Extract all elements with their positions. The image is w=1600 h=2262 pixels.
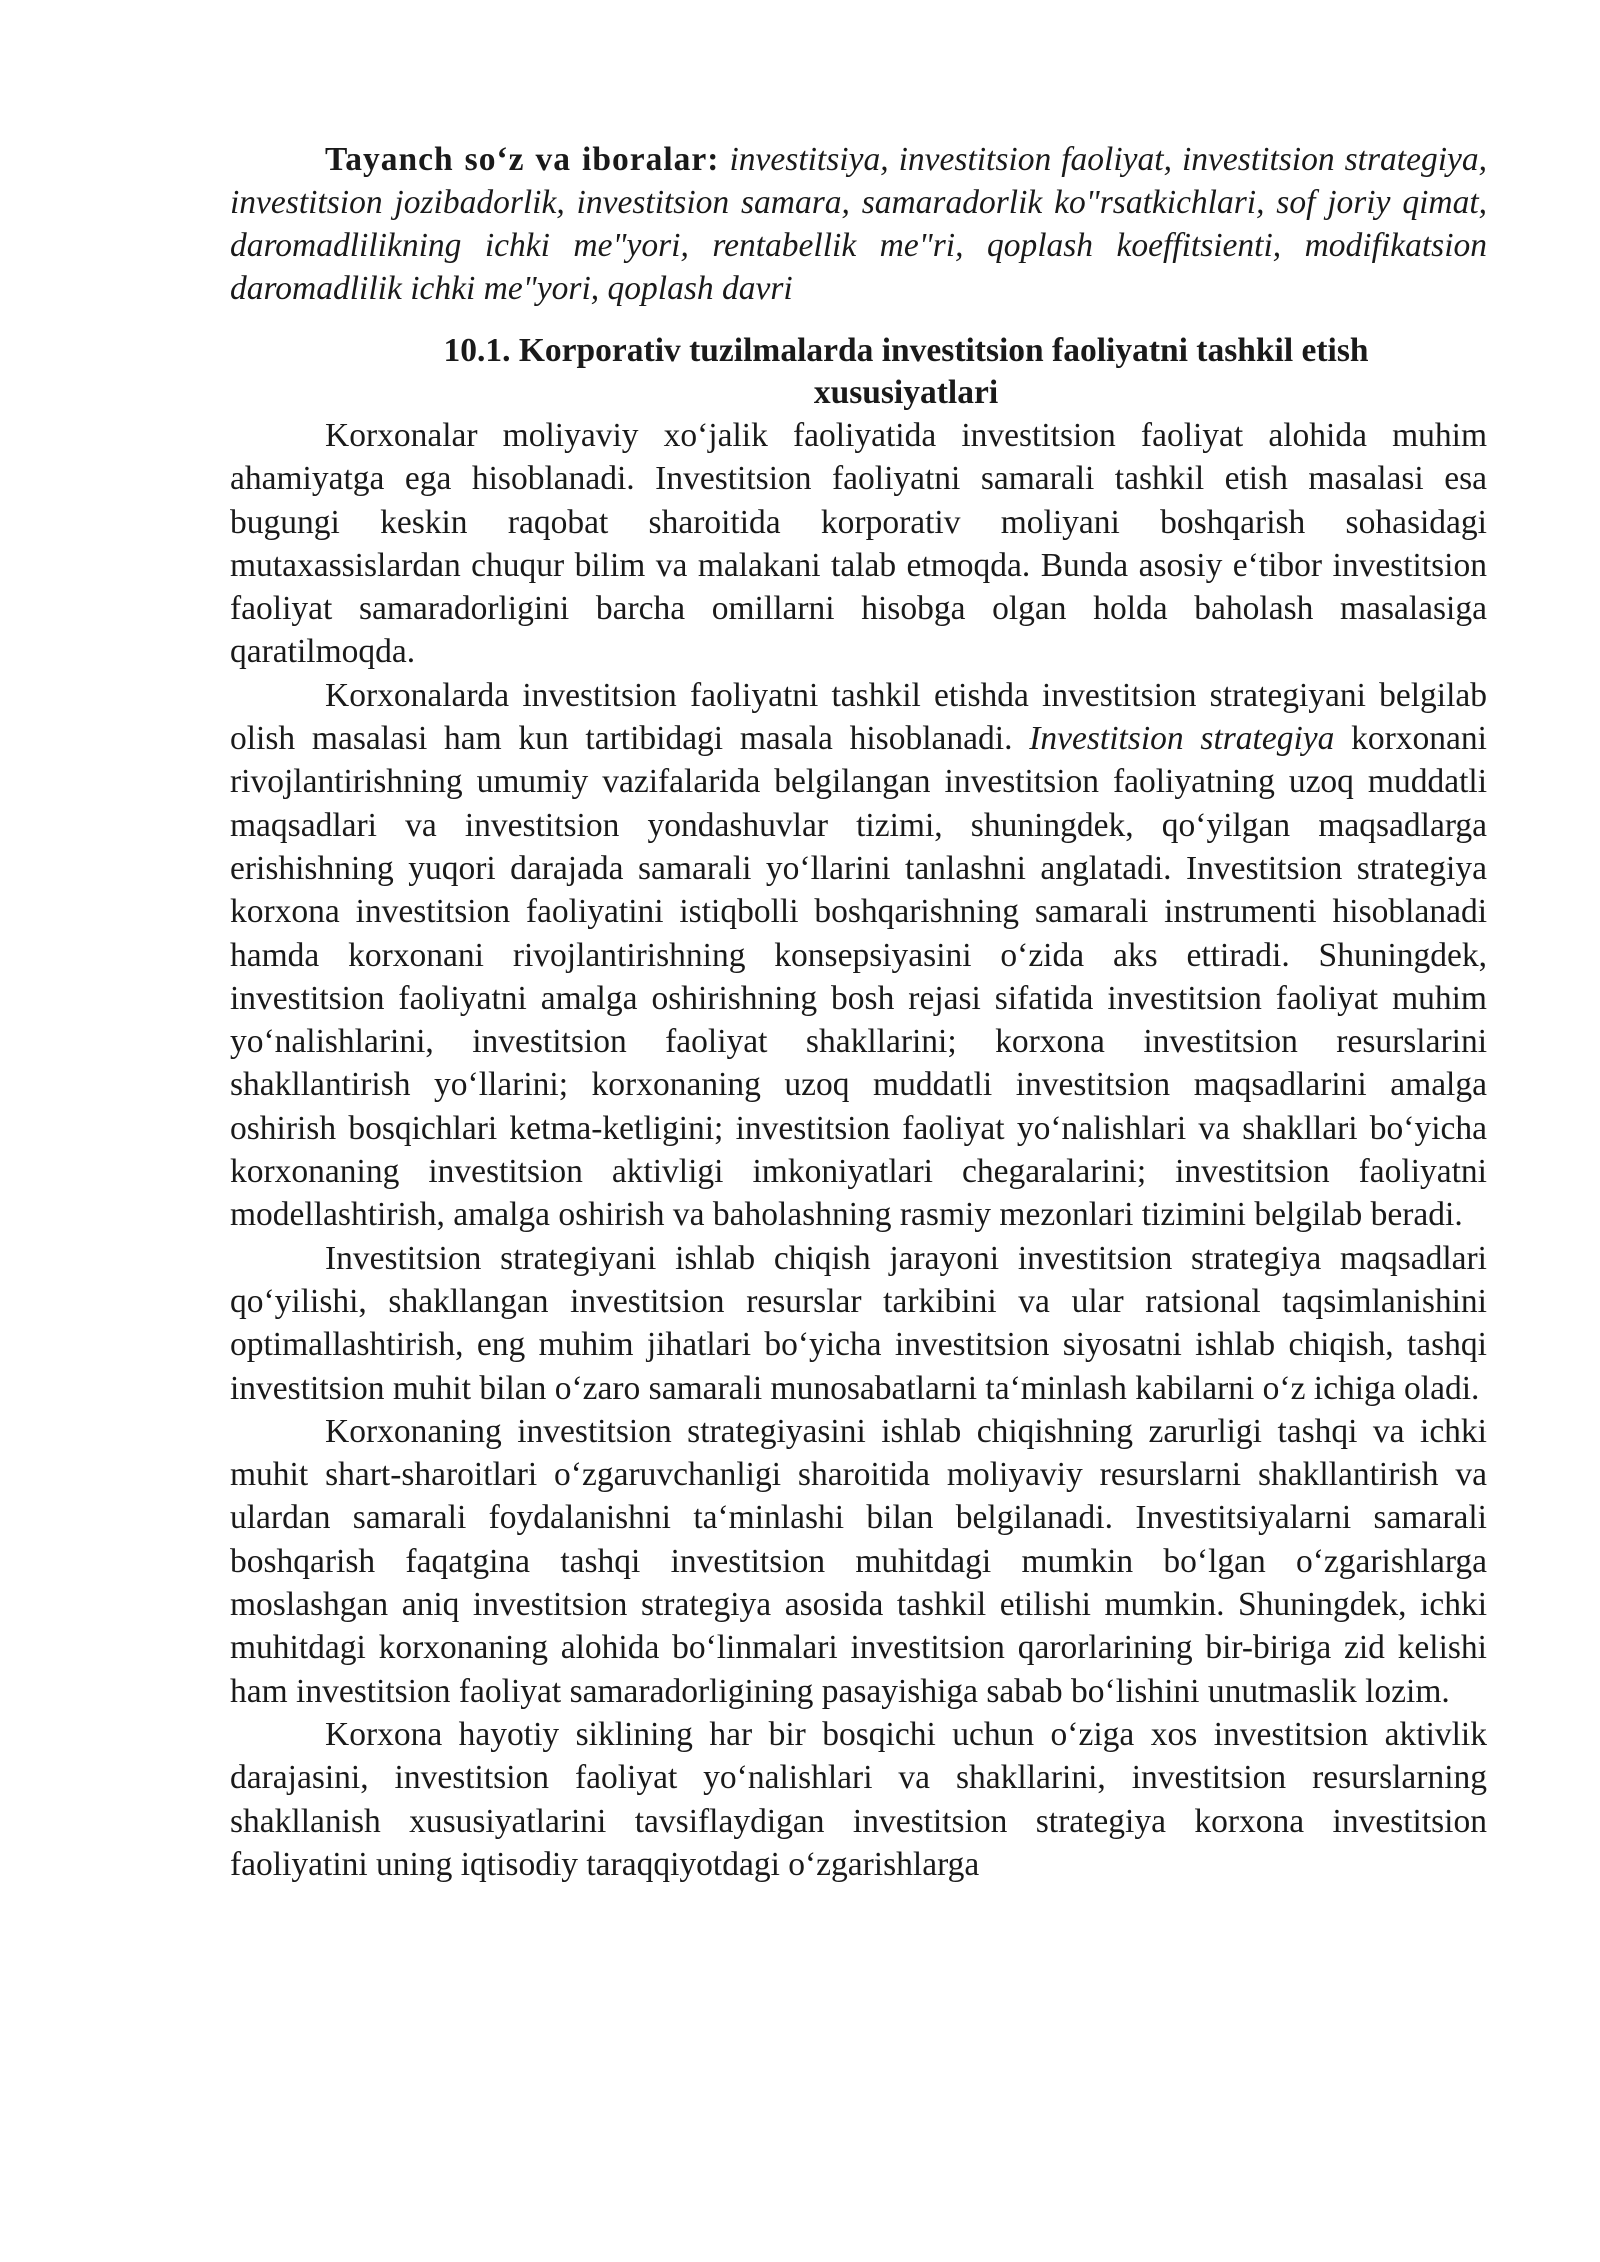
section-heading-line-1: 10.1. Korporativ tuzilmalarda investitsion faoliyatni tashkil etish <box>443 332 1369 369</box>
term-investitsion-strategiya: Investitsion strategiya <box>1029 720 1335 758</box>
keywords-label: Tayanch so‘z va iboralar: <box>325 141 720 178</box>
keywords-paragraph <box>230 138 1487 310</box>
body-paragraph-3: Investitsion strategiyani ishlab chiqish jarayoni investitsion strategiya maqsadlari qo‘yilishi, shakllangan investitsion resurslar tarkibini va ular ratsional taqsimlanishini optimallashtirish, eng muhim jihatlari bo‘yicha investitsion siyosatni ishlab chiqish, tashqi investitsion muhit bilan o‘zaro samarali munosabatlarni ta‘minlash kabilarni o‘z ichiga oladi. <box>230 1239 1487 1407</box>
keywords-list: investitsiya, investitsion faoliyat, investitsion strategiya, investitsion jozibadorlik, investitsion samara, samaradorlik ko"rsatkichlari, sof joriy qimat, daromadlilikning ichki me"yori, rentabellik me"ri, qoplash koeffitsienti, modifikatsion daromadlilik ichki me"yori, qoplash davri <box>230 141 1487 307</box>
body-paragraph-5: Korxona hayotiy siklining har bir bosqichi uchun o‘ziga xos investitsion aktivlik darajasini, investitsion faoliyat yo‘nalishlari va shakllarini, investitsion resurslarning shakllanish xususiyatlarini tavsiflaydigan investitsion strategiya korxona investitsion faoliyatini uning iqtisodiy taraqqiyotdagi o‘zgarishlarga <box>230 1715 1487 1883</box>
document-page <box>230 138 1487 1886</box>
section-heading <box>230 330 1487 414</box>
body-paragraph-1: Korxonalar moliyaviy xo‘jalik faoliyatida investitsion faoliyat alohida muhim ahamiyatga ega hisoblanadi. Investitsion faoliyatni samarali tashkil etish masalasi esa bugungi keskin raqobat sharoitida korporativ moliyani boshqarish sohasidagi mutaxassislardan chuqur bilim va malakani talab etmoqda. Bunda asosiy e‘tibor investitsion faoliyat samaradorligini barcha omillarni hisobga olgan holda baholash masalasiga qaratilmoqda. <box>230 417 1487 671</box>
body-paragraph-2 <box>230 674 1487 1237</box>
section-heading-line-2: xususiyatlari <box>813 374 999 411</box>
body-paragraph-4: Korxonaning investitsion strategiyasini ishlab chiqishning zarurligi tashqi va ichki muhit shart-sharoitlari o‘zgaruvchanligi sharoitida moliyaviy resurslarni shakllantirish va ulardan samarali foydalanishni ta‘minlashi bilan belgilanadi. Investitsiyalarni samarali boshqarish faqatgina tashqi investitsion muhitdagi mumkin bo‘lgan o‘zgarishlarga moslashgan aniq investitsion strategiya asosida tashkil etilishi mumkin. Shuningdek, ichki muhitdagi korxonaning alohida bo‘linmalari investitsion qarorlarining bir-biriga zid kelishi ham investitsion faoliyat samaradorligining pasayishiga sabab bo‘lishini unutmaslik lozim. <box>230 1412 1487 1710</box>
paragraph-2-rest: korxonani rivojlantirishning umumiy vazifalarida belgilangan investitsion faoliyatning uzoq muddatli maqsadlari va investitsion yondashuvlar tizimi, shuningdek, qo‘yilgan maqsadlarga erishishning yuqori darajada samarali yo‘llarini tanlashni anglatadi. Investitsion strategiya korxona investitsion faoliyatini istiqbolli boshqarishning samarali instrumenti hisoblanadi hamda korxonani rivojlantirishning konsepsiyasini o‘zida aks ettiradi. Shuningdek, investitsion faoliyatni amalga oshirishning bosh rejasi sifatida investitsion faoliyat muhim yo‘nalishlarini, investitsion faoliyat shakllarini; korxona investitsion resurslarini shakllantirish yo‘llarini; korxonaning uzoq muddatli investitsion maqsadlarini amalga oshirish bosqichlari ketma-ketligini; investitsion faoliyat yo‘nalishlari va shakllari bo‘yicha korxonaning investitsion aktivligi imkoniyatlari chegaralarini; investitsion faoliyatni modellashtirish, amalga oshirish va baholashning rasmiy mezonlari tizimini belgilab beradi. <box>230 720 1487 1234</box>
paragraph-2-start: Korxonalarda investitsion faoliyatni tashkil etishda investitsion strategiyani belgilab olish masalasi ham kun tartibidagi masala hisoblanadi. <box>230 676 1487 758</box>
